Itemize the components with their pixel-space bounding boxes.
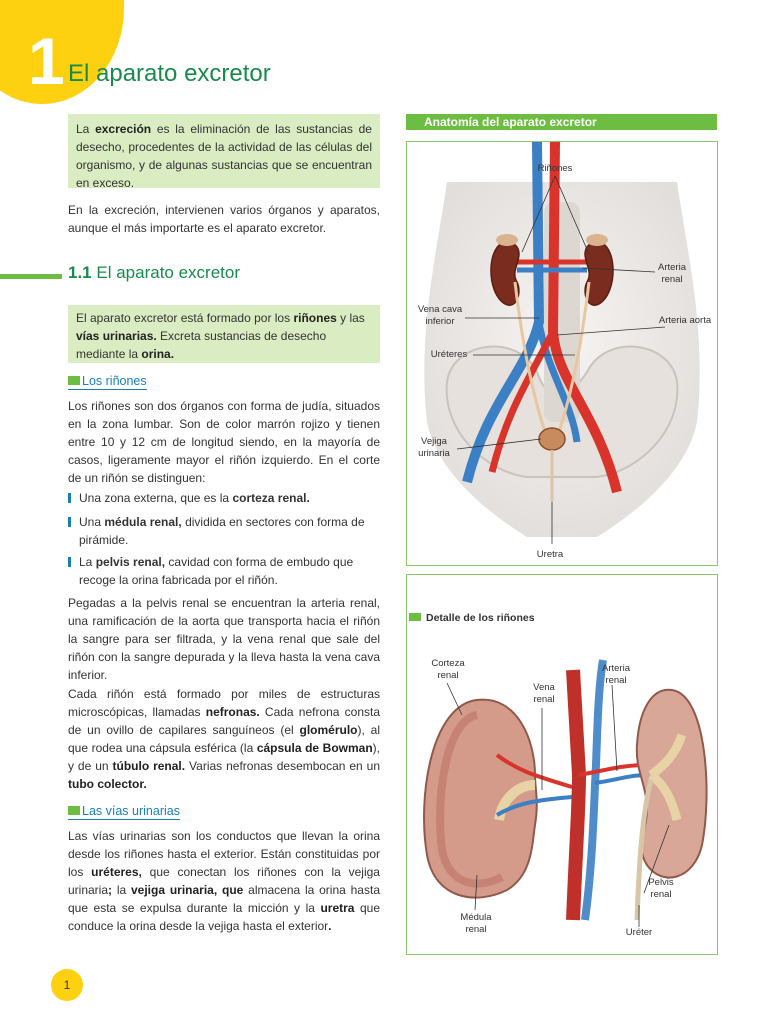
bullet-item: Una zona externa, que es la corteza renal. — [68, 489, 382, 507]
label-ureter: Uréter — [625, 927, 653, 938]
label-vena-cava: Vena cava inferior — [417, 304, 463, 327]
bullet-marker — [68, 493, 71, 503]
chapter-number: 1 — [28, 24, 65, 98]
anatomy-figure-frame — [406, 141, 718, 566]
intro-definition-box: La excreción es la eliminación de las sustancias de desecho, procedentes de la actividad de las células del organismo, y de algunas sustancias que se encuentran en exceso. — [68, 114, 380, 188]
figure-title-bar: Anatomía del aparato excretor — [406, 114, 717, 130]
label-arteria-renal: Arteria renal — [658, 262, 686, 285]
section-title-text: El aparato excretor — [96, 263, 241, 282]
section-bar — [0, 274, 62, 279]
detail-figure-frame — [406, 574, 718, 955]
term-excrecion: excreción — [95, 122, 152, 136]
section-title — [68, 263, 240, 283]
label-uretra: Uretra — [536, 549, 564, 560]
urinary-tract-paragraph: Las vías urinarias son los conductos que llevan la orina desde los riñones hasta el exterior. Están constituidas por los uréteres, que conectan los riñones con la vejiga urinaria; la vejiga urinaria, que almacena la orina hasta que esta se expulsa durante la micción y la uretra que conduce la orina desde la vejiga hasta el exterior. — [68, 829, 380, 933]
subsection-title-kidneys: Los riñones — [68, 374, 147, 390]
subsection-title-urinary-tract: Las vías urinarias — [68, 804, 180, 820]
bullet-marker — [68, 517, 71, 527]
label-pelvis-renal: Pelvis renal — [648, 877, 674, 900]
section-summary-box: El aparato excretor está formado por los riñones y las vías urinarias. Excreta sustancias de desecho mediante la orina. — [68, 305, 380, 363]
label-corteza-renal: Corteza renal — [431, 658, 465, 681]
renal-vessels-paragraph: Pegadas a la pelvis renal se encuentran la arteria renal, una ramificación de la aorta que transporta hacia el riñón la sangre para ser filtrada, y la vena renal que sale del riñón con la sangre depurada y la lleva hasta la vena cava inferior. — [68, 596, 380, 682]
square-marker — [68, 806, 80, 815]
label-vejiga: Vejiga urinaria — [418, 436, 450, 459]
label-ureteres: Uréteres — [430, 349, 468, 360]
vena-detail-icon — [585, 660, 603, 920]
label-vena-renal: Vena renal — [533, 682, 555, 705]
kidneys-paragraph: Los riñones son dos órganos con forma de judía, situados en la zona lumbar. Son de color marrón rojizo y tienen entre 10 y 12 cm de longitud siendo, en la mayoría de casos, ligeramente mayor el riñón izquierdo. En el corte de un riñón se distinguen: — [68, 399, 380, 485]
bullet-marker — [68, 557, 71, 567]
intro-paragraph: En la excreción, intervienen varios órganos y aparatos, aunque el más importarte es el aparato excretor. — [68, 203, 380, 235]
label-rinones: Riñones — [537, 163, 573, 174]
chapter-title: El aparato excretor — [68, 60, 271, 87]
label-arteria-renal-detail: Arteria renal — [602, 663, 630, 686]
page-number: 1 — [63, 978, 71, 992]
square-marker — [68, 376, 80, 385]
label-medula-renal: Médula renal — [460, 912, 492, 935]
bullet-item: La pelvis renal, cavidad con forma de embudo que recoge la orina fabricada por el riñón. — [68, 553, 382, 589]
aorta-detail-icon — [573, 670, 579, 920]
bullet-item: Una médula renal, dividida en sectores con forma de pirámide. — [68, 513, 382, 549]
bladder-icon — [539, 428, 565, 450]
detail-figure-title: Detalle de los riñones — [409, 612, 535, 624]
square-marker — [409, 613, 421, 621]
label-arteria-aorta: Arteria aorta — [658, 315, 712, 326]
nephron-paragraph: Cada riñón está formado por miles de estructuras microscópicas, llamadas nefronas. Cada nefrona consta de un ovillo de capilares sanguíneos (el glomérulo), al que rodea una cápsula esférica (la cápsula de Bowman), y de un túbulo renal. Varias nefronas desembocan en un tubo colector. — [68, 687, 381, 791]
kidney-section-right-icon — [637, 690, 707, 878]
section-number: 1.1 — [68, 263, 92, 282]
